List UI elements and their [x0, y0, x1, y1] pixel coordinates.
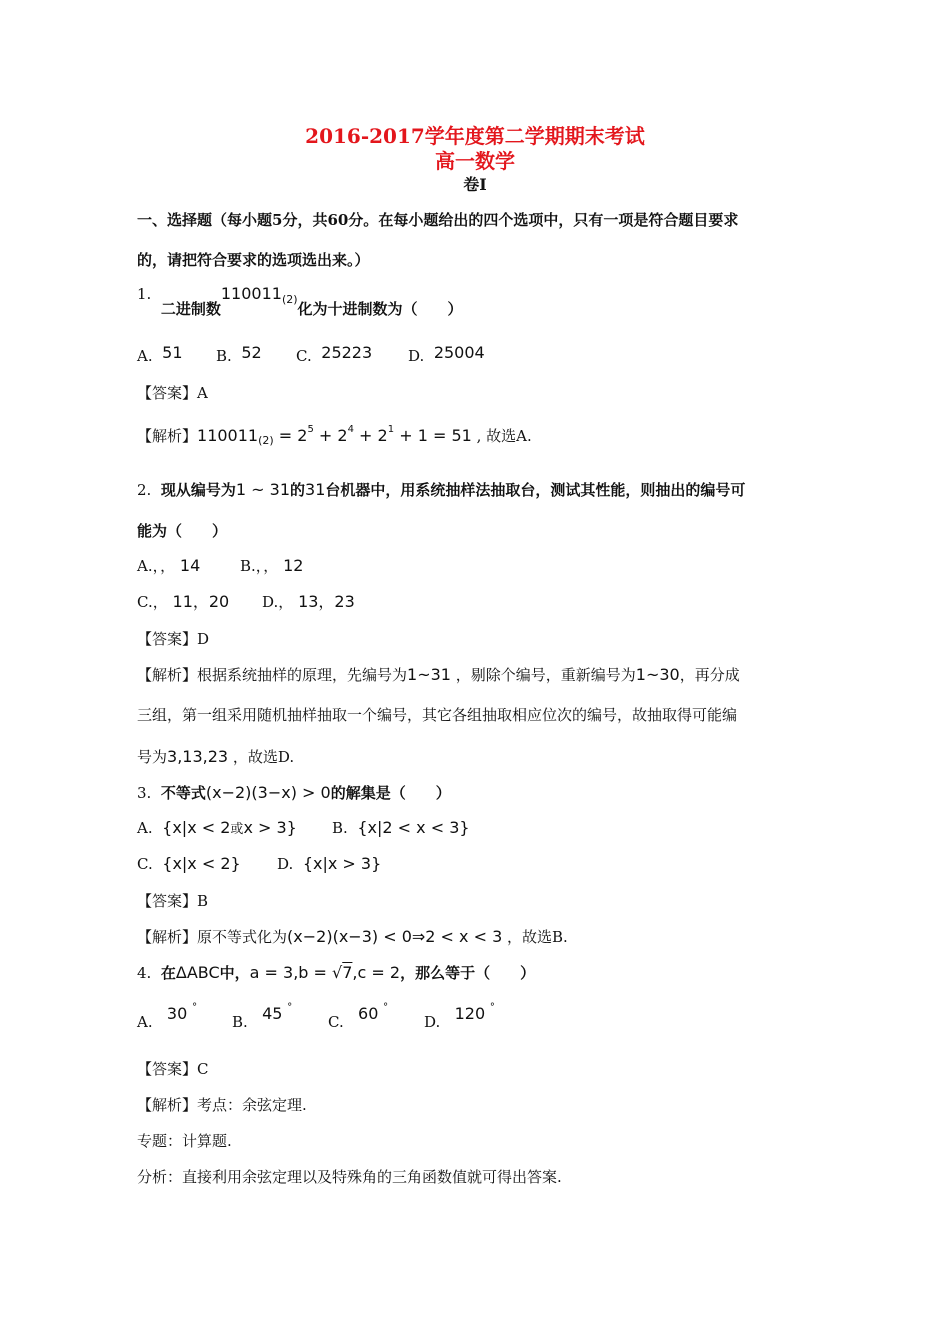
analysis-math: 1~30: [635, 665, 680, 684]
question-number: 2.: [137, 481, 152, 499]
question-math: ΔABC: [175, 963, 220, 982]
answer-4: 【答案】C: [137, 1060, 209, 1078]
option-label: C.: [328, 1013, 344, 1031]
option-label: A.: [137, 347, 153, 365]
question-2: [137, 482, 745, 498]
analysis-label: 【解析】: [137, 928, 198, 946]
question-text: 化为十进制数为（ ）: [297, 300, 463, 318]
option-c: [296, 343, 373, 365]
question-text: 现从编号为: [160, 481, 236, 499]
option-label: C.: [137, 855, 153, 873]
question-number: 3.: [137, 784, 152, 802]
analysis-text: 号为: [137, 748, 168, 766]
option-c: [137, 856, 241, 872]
analysis-text: 原不等式化为: [197, 928, 288, 946]
question-text: 中，: [219, 964, 250, 982]
option-label: D.: [424, 1013, 441, 1031]
option-a: [137, 558, 200, 574]
question-text: 不等式: [160, 784, 206, 802]
option-value: {x|x < 2: [162, 818, 231, 837]
question-math: 110011: [220, 284, 282, 303]
question-text: 的解集是（ ）: [330, 784, 451, 802]
section-intro-line1: 一、选择题（每小题5分，共60分。在每小题给出的四个选项中，只有一项是符合题目要求: [137, 211, 739, 229]
analysis-3: [137, 929, 568, 945]
option-d: [277, 856, 381, 872]
analysis-label: 【解析】: [137, 666, 198, 684]
analysis-text: ，故选B.: [502, 928, 568, 946]
analysis-math: 3,13,23: [167, 747, 229, 766]
option-label: B.: [332, 819, 348, 837]
degree-symbol: °: [489, 1002, 495, 1013]
option-text: ，，: [255, 557, 279, 575]
option-label: C.: [137, 593, 153, 611]
option-b: [216, 343, 262, 365]
option-text: ，: [152, 593, 168, 611]
analysis-2-line2: 三组，第一组采用随机抽样抽取一个编号，其它各组抽取相应位次的编号，故抽取得可能编: [137, 706, 738, 724]
question-1: [137, 284, 463, 318]
option-b: [332, 820, 470, 836]
option-a: [137, 343, 183, 365]
question-math: (x−2)(3−x) > 0: [205, 783, 331, 802]
option-label: B.: [240, 557, 256, 575]
degree-symbol: °: [383, 1002, 389, 1013]
option-label: A.: [137, 819, 153, 837]
option-c: [328, 1002, 389, 1031]
option-value: 14: [179, 556, 201, 575]
analysis-math: 1~31: [407, 665, 451, 684]
question-3: [137, 785, 451, 801]
option-label: D.: [262, 593, 279, 611]
option-value: 25223: [321, 343, 373, 362]
degree-symbol: °: [287, 1002, 293, 1013]
option-label: A.: [137, 1013, 153, 1031]
analysis-2-line3: [137, 749, 294, 765]
exam-title: 2016-2017学年度第二学期期末考试: [305, 124, 645, 148]
option-b: [240, 558, 303, 574]
option-label: B.: [216, 347, 232, 365]
option-a: [137, 820, 297, 836]
option-text: ，，: [152, 557, 176, 575]
option-value: 52: [241, 343, 262, 362]
option-c: [137, 594, 229, 610]
question-text: 二进制数: [160, 300, 221, 318]
analysis-math: (x−2)(x−3) < 0⇒2 < x < 3: [287, 927, 503, 946]
option-d: [424, 1002, 495, 1031]
question-text: 的: [290, 481, 306, 499]
math-subscript: (2): [281, 293, 298, 306]
analysis-text: 考点：余弦定理.: [197, 1096, 307, 1114]
question-text: ，那么等于（ ）: [400, 964, 536, 982]
answer-3: 【答案】B: [137, 892, 209, 910]
option-d: [262, 594, 355, 610]
option-value: 11，20: [172, 592, 230, 611]
question-math: 31: [305, 480, 326, 499]
option-value: {x|x > 3}: [302, 854, 382, 873]
analysis-text: ，故选D.: [228, 748, 295, 766]
option-label: D.: [277, 855, 294, 873]
option-value: {x|x < 2}: [162, 854, 241, 873]
degree-symbol: °: [192, 1002, 198, 1013]
option-label: B.: [232, 1013, 248, 1031]
question-math: a = 3,b = √: [249, 963, 343, 982]
option-b: [232, 1002, 293, 1031]
analysis-2-line1: [137, 667, 740, 683]
analysis-text: ，再分成: [679, 666, 740, 684]
exam-subject: 高一数学: [435, 149, 515, 173]
analysis-1: [137, 424, 532, 447]
analysis-4-topic: 专题：计算题.: [137, 1132, 232, 1150]
option-text: ，: [278, 593, 294, 611]
analysis-text: ，剔除个编号，重新编号为: [450, 666, 636, 684]
exam-volume: 卷I: [463, 175, 487, 194]
question-4: [137, 965, 535, 981]
option-label: D.: [408, 347, 425, 365]
option-label: A.: [137, 557, 153, 575]
option-value: x > 3}: [243, 818, 297, 837]
question-math: 1 ~ 31: [235, 480, 290, 499]
question-number: 1.: [137, 285, 152, 303]
option-value: 60: [358, 1004, 379, 1023]
analysis-end: , 故选A.: [471, 427, 532, 445]
option-value: 13，23: [298, 592, 355, 611]
option-d: [408, 343, 485, 365]
answer-1: 【答案】A: [137, 384, 208, 402]
analysis-4-detail: 分析：直接利用余弦定理以及特殊角的三角函数值就可得出答案.: [137, 1168, 562, 1186]
question-text: 台机器中，用系统抽样法抽取台，测试其性能，则抽出的编号可: [325, 481, 746, 499]
option-value: 30: [166, 1004, 188, 1023]
section-intro-line2: 的，请把符合要求的选项选出来。）: [137, 251, 370, 269]
analysis-4: [137, 1098, 307, 1113]
question-text: 在: [160, 964, 176, 982]
option-value: 120: [454, 1004, 486, 1023]
question-math: ,c = 2: [352, 963, 401, 982]
option-value: 12: [283, 556, 304, 575]
sqrt-radicand: 7: [342, 963, 353, 982]
analysis-text: 根据系统抽样的原理，先编号为: [197, 666, 408, 684]
option-label: C.: [296, 347, 312, 365]
answer-2: 【答案】D: [137, 630, 210, 648]
option-value: 51: [162, 343, 183, 362]
option-value: 45: [262, 1004, 283, 1023]
option-value: {x|2 < x < 3}: [357, 818, 470, 837]
question-number: 4.: [137, 964, 152, 982]
option-value: 25004: [433, 343, 485, 362]
analysis-math: $110011(2) = 2^5 + 2^4 + 2^1 + 1 = 51$: [197, 424, 472, 447]
option-a: [137, 1002, 198, 1031]
option-text: 或: [230, 822, 244, 837]
question-2-line2: 能为（ ）: [137, 522, 228, 540]
analysis-label: 【解析】: [137, 427, 198, 445]
analysis-label: 【解析】: [137, 1096, 198, 1114]
